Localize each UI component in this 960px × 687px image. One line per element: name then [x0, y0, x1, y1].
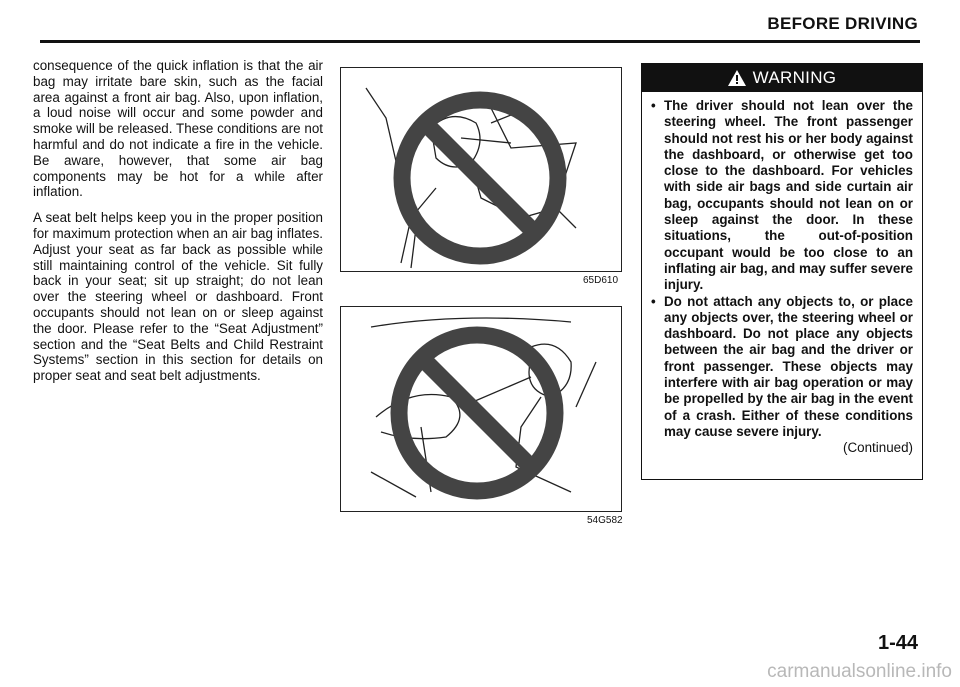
warning-box [641, 63, 923, 480]
bullet-icon: • [651, 98, 656, 113]
prohibited-objects-illustration [341, 307, 621, 511]
page-header [40, 14, 920, 42]
body-paragraph: consequence of the quick inflation is that the air bag may irritate bare skin, such as the facial area against a front air bag. Also, upon inflation, a loud noise will occur and some powder and smoke will be released. These conditions are not harmful and do not indicate a fire in the vehicle. Be aware, however, that some air bag components may be hot for a while after inflation. [33, 58, 323, 200]
warning-item [651, 98, 913, 294]
illustration-objects-on-wheel [340, 306, 622, 512]
warning-item [651, 294, 913, 441]
warning-item-text: Do not attach any objects to, or place any objects over, the steering wheel or dashboard. Do not place any objects between the air bag and the driver or front passenger. These objects may interfere with air bag operation or may be propelled by the air bag in the event of a crash. Either of these conditions may cause severe injury. [664, 293, 913, 439]
warning-title: WARNING [752, 68, 837, 87]
warning-header [642, 64, 922, 92]
section-title: BEFORE DRIVING [767, 14, 918, 33]
page-number: 1-44 [877, 632, 918, 654]
bullet-icon: • [651, 293, 656, 309]
left-column [33, 58, 323, 394]
warning-item-text: The driver should not lean over the steering wheel. The front passenger should not rest his or her body against the dashboard, or otherwise get too close to the dashboard. For vehicles with side air bags and side curtain air bag, occupants should not lean on or sleep against the door. In these situations, the out-of-position occupant would be too close to an inflating air bag, and may suffer severe injury. [664, 98, 913, 293]
continued-label: (Continued) [843, 440, 913, 456]
header-rule [40, 40, 920, 43]
illustration-driver-leaning [340, 67, 622, 272]
body-paragraph: A seat belt helps keep you in the proper position for maximum protection when an air bag inflates. Adjust your seat as far back as possible while still maintaining control of the vehicle. Sit fully back in your seat; sit up straight; do not lean over the steering wheel or dashboard. Front occupants should not lean on or sleep against the door. Please refer to the “Seat Adjustment” section and the “Seat Belts and Child Restraint Systems” section in this section for details on proper seat and seat belt adjustments. [33, 210, 323, 384]
figure-code: 54G582 [587, 515, 623, 526]
warning-triangle-icon [728, 70, 746, 86]
watermark: carmanualsonline.info [767, 661, 952, 682]
figure-code: 65D610 [583, 275, 619, 286]
prohibited-driver-illustration [341, 68, 621, 271]
warning-body [642, 92, 922, 457]
